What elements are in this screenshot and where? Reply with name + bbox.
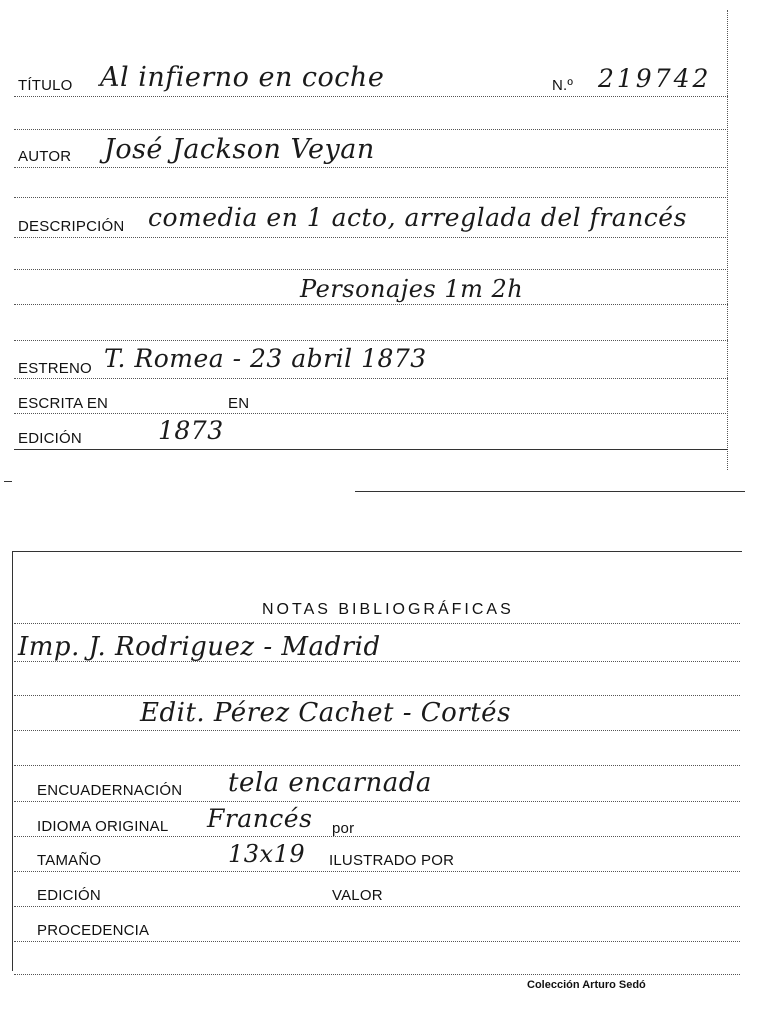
tamano-line xyxy=(14,871,740,872)
rule-1 xyxy=(14,129,728,130)
autor-label: AUTOR xyxy=(18,148,72,165)
edicion-value: 1873 xyxy=(158,416,224,445)
card1-bottom-tick xyxy=(4,481,12,482)
notas-line-5 xyxy=(14,765,740,766)
notas-heading: NOTAS BIBLIOGRÁFICAS xyxy=(262,601,514,618)
idioma-label: IDIOMA ORIGINAL xyxy=(37,818,169,835)
numero-value: 219742 xyxy=(598,64,712,93)
titulo-label: TÍTULO xyxy=(18,77,73,94)
edicion2-label: EDICIÓN xyxy=(37,887,101,904)
note-2: Edit. Pérez Cachet - Cortés xyxy=(140,698,511,728)
titulo-line xyxy=(14,96,728,97)
encuadernacion-label: ENCUADERNACIÓN xyxy=(37,782,183,799)
notas-line-3 xyxy=(14,695,740,696)
card1-right-edge xyxy=(727,10,728,470)
tamano-label: TAMAÑO xyxy=(37,852,102,869)
autor-value: José Jackson Veyan xyxy=(104,134,375,165)
rule-4 xyxy=(14,304,728,305)
descripcion-line xyxy=(14,237,728,238)
procedencia-line xyxy=(14,941,740,942)
escrita-line xyxy=(14,413,728,414)
ilustrado-label: ILUSTRADO POR xyxy=(329,852,455,869)
estreno-value: T. Romea - 23 abril 1873 xyxy=(104,344,427,373)
edicion-label: EDICIÓN xyxy=(18,430,82,447)
notas-line-1 xyxy=(14,623,740,624)
valor-label: VALOR xyxy=(332,887,383,904)
rule-3 xyxy=(14,269,728,270)
escrita-label: ESCRITA EN xyxy=(18,395,109,412)
rule-2 xyxy=(14,197,728,198)
en-label: EN xyxy=(228,395,250,412)
notas-line-4 xyxy=(14,730,740,731)
idioma-value: Francés xyxy=(207,804,313,833)
edicion2-line xyxy=(14,906,740,907)
numero-label: N.º xyxy=(552,77,574,94)
encuadernacion-value: tela encarnada xyxy=(228,768,432,798)
titulo-value: Al infierno en coche xyxy=(100,62,385,93)
descripcion-line2: Personajes 1m 2h xyxy=(300,275,524,303)
autor-line xyxy=(14,167,728,168)
edicion-line xyxy=(14,449,728,450)
estreno-line xyxy=(14,378,728,379)
rule-5 xyxy=(14,340,728,341)
estreno-label: ESTRENO xyxy=(18,360,92,377)
card2-bottom-line xyxy=(14,974,740,975)
card1-bottom-edge xyxy=(355,491,745,492)
procedencia-label: PROCEDENCIA xyxy=(37,922,150,939)
encuadernacion-line xyxy=(14,801,740,802)
por-label: por xyxy=(332,820,355,837)
card2-top-edge xyxy=(12,551,742,552)
descripcion-value: comedia en 1 acto, arreglada del francés xyxy=(148,203,687,232)
tamano-value: 13x19 xyxy=(228,840,306,868)
idioma-line xyxy=(14,836,740,837)
card2-left-edge xyxy=(12,551,13,971)
collection-footer: Colección Arturo Sedó xyxy=(527,979,646,991)
descripcion-label: DESCRIPCIÓN xyxy=(18,218,125,235)
note-1: Imp. J. Rodriguez - Madrid xyxy=(18,632,381,662)
notas-line-2 xyxy=(14,661,740,662)
